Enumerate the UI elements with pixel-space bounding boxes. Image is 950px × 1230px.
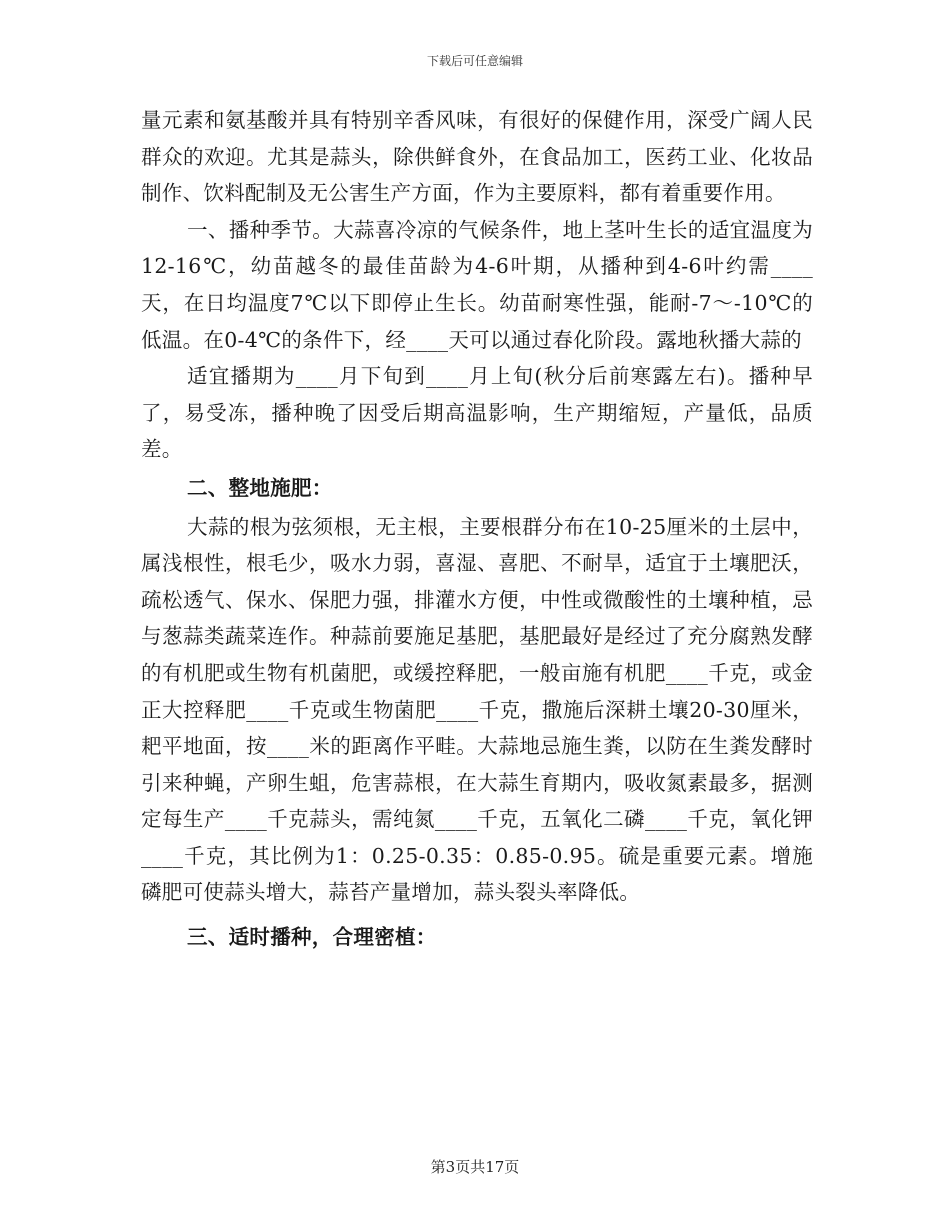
paragraph-sowing-season: 一、播种季节。大蒜喜冷凉的气候条件，地上茎叶生长的适宜温度为12-16℃，幼苗越冬的最佳苗龄为4-6叶期，从播种到4-6叶约需____天，在日均温度7℃以下即停止生长。幼苗耐寒性强，能耐-7～-10℃的低温。在0-4℃的条件下，经____天可以通过春化阶段。露地秋播大蒜的 — [141, 217, 813, 352]
document-body — [141, 102, 813, 958]
section-heading-soil-fertilizer: 二、整地施肥： — [187, 475, 333, 500]
page-footer: 第3页共17页 — [430, 1158, 520, 1176]
page-header: 下载后可任意编辑 — [426, 54, 523, 68]
paragraph-soil-fertilizer: 大蒜的根为弦须根，无主根，主要根群分布在10-25厘米的土层中，属浅根性，根毛少，吸水力弱，喜湿、喜肥、不耐旱，适宜于土壤肥沃，疏松透气、保水、保肥力强，排灌水方便，中性或微酸性的土壤种植，忌与葱蒜类蔬菜连作。种蒜前要施足基肥，基肥最好是经过了充分腐熟发酵的有机肥或生物有机菌肥，或缓控释肥，一般亩施有机肥____千克，或金正大控释肥____千克或生物菌肥____千克，撒施后深耕土壤20-30厘米，耙平地面，按____米的距离作平畦。大蒜地忌施生粪，以防在生粪发酵时引来种蝇，产卵生蛆，危害蒜根，在大蒜生育期内，吸收氮素最多，据测定每生产____千克蒜头，需纯氮____千克，五氧化二磷____千克，氧化钾____千克，其比例为1：0.25-0.35：0.85-0.95。硫是重要元素。增施磷肥可使蒜头增大，蒜苔产量增加，蒜头裂头率降低。 — [141, 514, 813, 905]
section-heading-planting: 三、适时播种，合理密植： — [187, 925, 437, 950]
paragraph-sowing-period: 适宜播期为____月下旬到____月上旬(秋分后前寒露左右)。播种早了，易受冻，播种晚了因受后期高温影响，生产期缩短，产量低，品质差。 — [141, 364, 813, 462]
paragraph-intro-continuation: 量元素和氨基酸并具有特别辛香风味，有很好的保健作用，深受广阔人民群众的欢迎。尤其是蒜头，除供鲜食外，在食品加工，医药工业、化妆品制作、饮料配制及无公害生产方面，作为主要原料，都有着重要作用。 — [141, 108, 813, 206]
